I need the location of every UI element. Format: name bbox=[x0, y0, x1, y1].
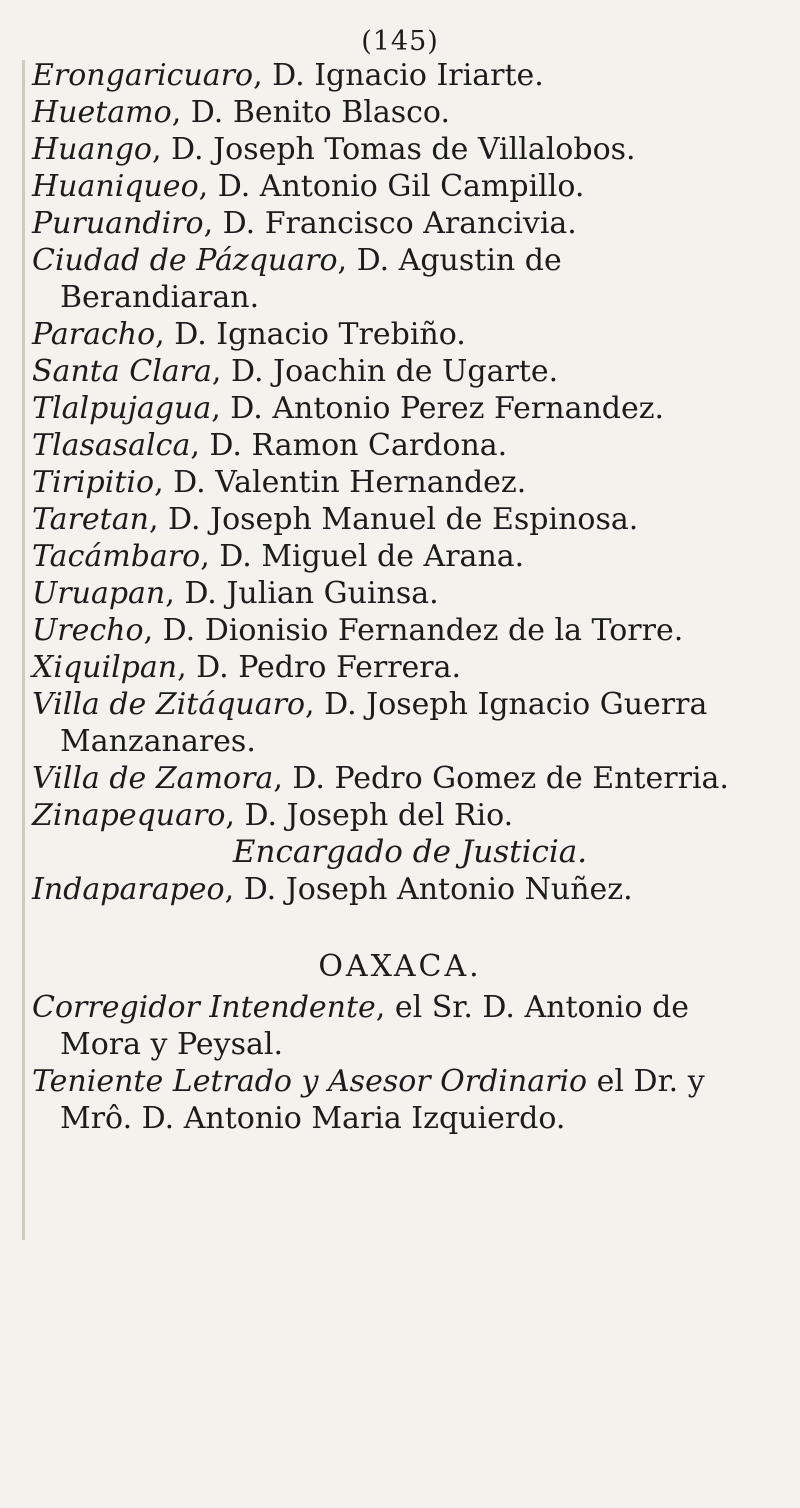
official-name: el Dr. y Mrô. D. Antonio Maria Izquierdo. bbox=[60, 1064, 705, 1136]
place-name: Villa de Zamora bbox=[32, 761, 274, 796]
list-item: Ciudad de Pázquaro, D. Agustin de Berandiaran. bbox=[32, 243, 562, 315]
list-item: Tacámbaro, D. Miguel de Arana. bbox=[32, 539, 525, 574]
official-name: D. Francisco Arancivia. bbox=[222, 206, 577, 241]
official-name: D. Miguel de Arana. bbox=[219, 539, 525, 574]
official-name: D. Agustin de Berandiaran. bbox=[60, 243, 562, 315]
list-item: Zinapequaro, D. Joseph del Rio. bbox=[32, 798, 514, 833]
official-name: D. Ignacio Iriarte. bbox=[272, 58, 544, 93]
place-name: Huaniqueo bbox=[32, 169, 199, 204]
official-name: D. Joseph Ignacio Guerra Manzanares. bbox=[60, 687, 708, 759]
official-name: D. Joseph Antonio Nuñez. bbox=[243, 872, 633, 907]
place-name: Santa Clara bbox=[32, 354, 212, 389]
place-name: Taretan bbox=[32, 502, 149, 537]
list-item: Corregidor Intendente, el Sr. D. Antonio de Mora y Peysal. bbox=[32, 990, 690, 1062]
official-name: D. Julian Guinsa. bbox=[184, 576, 439, 611]
list-item: Huetamo, D. Benito Blasco. bbox=[32, 95, 450, 130]
list-item: Indaparapeo, D. Joseph Antonio Nuñez. bbox=[32, 872, 633, 907]
place-name: Tlalpujagua bbox=[32, 391, 212, 426]
office-title: Teniente Letrado y Asesor Ordinario bbox=[32, 1064, 588, 1099]
list-item: Erongaricuaro, D. Ignacio Iriarte. bbox=[32, 58, 544, 93]
list-item: Xiquilpan, D. Pedro Ferrera. bbox=[32, 650, 462, 685]
place-name: Ciudad de Pázquaro bbox=[32, 243, 338, 278]
list-item: Tlalpujagua, D. Antonio Perez Fernandez. bbox=[32, 391, 665, 426]
place-name: Tlasasalca bbox=[32, 428, 191, 463]
list-item: Uruapan, D. Julian Guinsa. bbox=[32, 576, 439, 611]
place-name: Villa de Zitáquaro bbox=[32, 687, 306, 722]
place-name: Huango bbox=[32, 132, 152, 167]
official-name: el Sr. D. Antonio de Mora y Peysal. bbox=[60, 990, 690, 1062]
list-item: Santa Clara, D. Joachin de Ugarte. bbox=[32, 354, 559, 389]
official-name: D. Antonio Perez Fernandez. bbox=[230, 391, 665, 426]
list-item bbox=[0, 1063, 800, 1137]
official-name: D. Joseph Manuel de Espinosa. bbox=[168, 502, 639, 537]
list-item: Huango, D. Joseph Tomas de Villalobos. bbox=[32, 132, 636, 167]
encargado-heading: Encargado de Justicia. bbox=[232, 834, 588, 870]
official-name: D. Joachin de Ugarte. bbox=[230, 354, 559, 389]
place-name: Paracho bbox=[32, 317, 156, 352]
place-name: Urecho bbox=[32, 613, 144, 648]
list-item: Urecho, D. Dionisio Fernandez de la Torre. bbox=[32, 613, 684, 648]
entry-list bbox=[0, 57, 800, 1137]
list-item: Paracho, D. Ignacio Trebiño. bbox=[32, 317, 466, 352]
official-name: D. Benito Blasco. bbox=[190, 95, 450, 130]
list-item: Villa de Zitáquaro, D. Joseph Ignacio Guerra Manzanares. bbox=[32, 687, 708, 759]
place-name: Tiripitio bbox=[32, 465, 155, 500]
official-name: D. Antonio Gil Campillo. bbox=[217, 169, 585, 204]
place-name: Xiquilpan bbox=[32, 650, 178, 685]
official-name: D. Ramon Cardona. bbox=[209, 428, 508, 463]
place-name: Uruapan bbox=[32, 576, 166, 611]
official-name: D. Valentin Hernandez. bbox=[173, 465, 527, 500]
place-name: Erongaricuaro bbox=[32, 58, 254, 93]
official-name: D. Pedro Ferrera. bbox=[196, 650, 462, 685]
official-name: D. Ignacio Trebiño. bbox=[174, 317, 466, 352]
place-name: Puruandiro bbox=[32, 206, 204, 241]
list-item: Tiripitio, D. Valentin Hernandez. bbox=[32, 465, 527, 500]
official-name: D. Joseph del Rio. bbox=[244, 798, 514, 833]
list-item: Tlasasalca, D. Ramon Cardona. bbox=[32, 428, 508, 463]
list-item: Puruandiro, D. Francisco Arancivia. bbox=[32, 206, 577, 241]
official-name: D. Pedro Gomez de Enterria. bbox=[292, 761, 729, 796]
official-name: D. Joseph Tomas de Villalobos. bbox=[171, 132, 636, 167]
place-name: Huetamo bbox=[32, 95, 172, 130]
place-name: Indaparapeo bbox=[32, 872, 225, 907]
office-title: Corregidor Intendente bbox=[32, 990, 376, 1025]
page-number: (145) bbox=[361, 26, 439, 57]
official-name: D. Dionisio Fernandez de la Torre. bbox=[162, 613, 684, 648]
list-item: Taretan, D. Joseph Manuel de Espinosa. bbox=[32, 502, 639, 537]
list-item: Villa de Zamora, D. Pedro Gomez de Enterria. bbox=[32, 761, 729, 796]
section-title-oaxaca: OAXACA. bbox=[318, 949, 482, 984]
list-item: Huaniqueo, D. Antonio Gil Campillo. bbox=[32, 169, 585, 204]
place-name: Zinapequaro bbox=[32, 798, 226, 833]
place-name: Tacámbaro bbox=[32, 539, 201, 574]
